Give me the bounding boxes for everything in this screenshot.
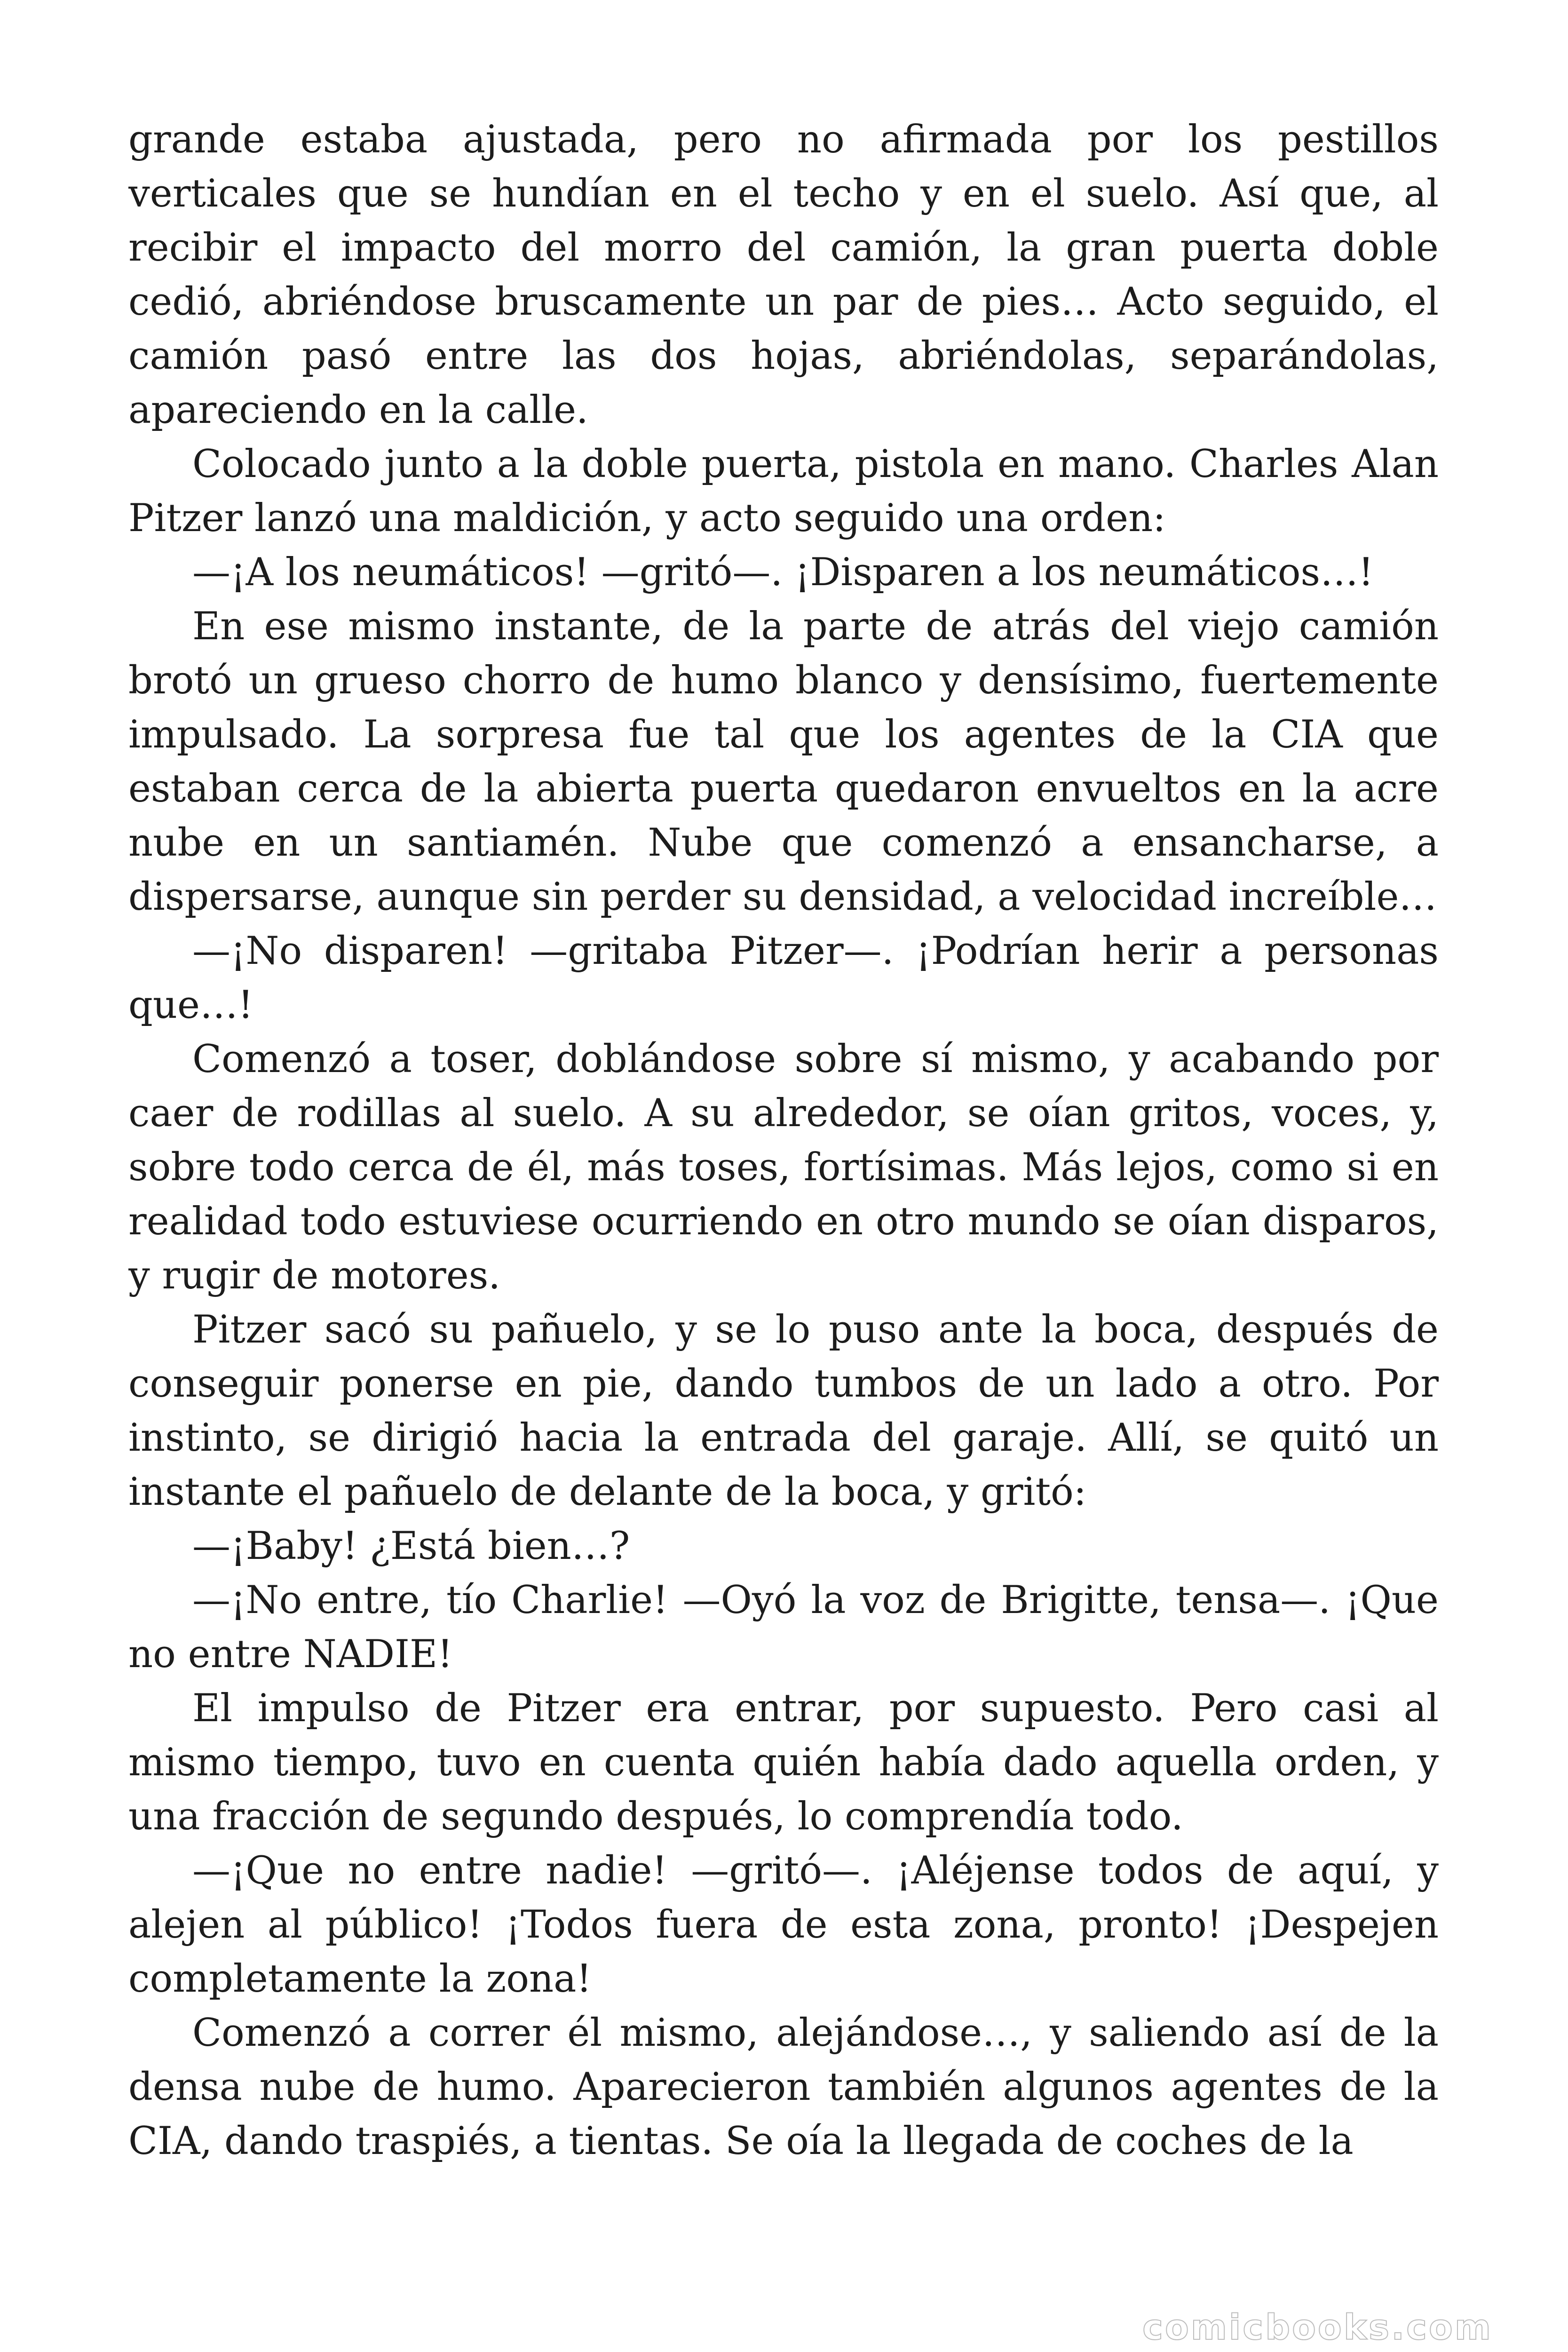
paragraph: En ese mismo instante, de la parte de atrás del viejo camión brotó un grueso chorro de humo blanco y densísimo, fuertemente impulsado. La sorpresa fue tal que los agentes de la CIA que estaban cerca de la abierta puerta quedaron envueltos en la acre nube en un santiamén. Nube que comenzó a ensancharse, a dispersarse, aunque sin perder su densidad, a velocidad increíble… — [128, 604, 1439, 919]
dialogue-paragraph: —¡No entre, tío Charlie! —Oyó la voz de Brigitte, tensa—. ¡Que no entre NADIE! — [128, 1578, 1439, 1677]
paragraph: Colocado junto a la doble puerta, pistola en mano. Charles Alan Pitzer lanzó una maldición, y acto seguido una orden: — [128, 442, 1439, 540]
paragraph-continued: grande estaba ajustada, pero no afirmada por los pestillos verticales que se hundían en el techo y en el suelo. Así que, al recibir el impacto del morro del camión, la gran puerta doble cedió, abriéndose bruscamente un par de pies… Acto seguido, el camión pasó entre las dos hojas, abriéndolas, separándolas, apareciendo en la calle. — [128, 118, 1439, 432]
paragraph: El impulso de Pitzer era entrar, por supuesto. Pero casi al mismo tiempo, tuvo en cuenta quién había dado aquella orden, y una fracción de segundo después, lo comprendía todo. — [128, 1686, 1439, 1839]
dialogue-paragraph: —¡Baby! ¿Está bien…? — [192, 1524, 630, 1568]
book-page-body — [128, 113, 1439, 2239]
paragraph: Comenzó a correr él mismo, alejándose…, y saliendo así de la densa nube de humo. Aparecieron también algunos agentes de la CIA, dando traspiés, a tientas. Se oía la llegada de coches de la — [128, 2011, 1439, 2163]
paragraph: Comenzó a toser, doblándose sobre sí mismo, y acabando por caer de rodillas al suelo. A su alrededor, se oían gritos, voces, y, sobre todo cerca de él, más toses, fortísimas. Más lejos, como si en realidad todo estuviese ocurriendo en otro mundo se oían disparos, y rugir de motores. — [128, 1037, 1439, 1298]
dialogue-paragraph: —¡A los neumáticos! —gritó—. ¡Disparen a los neumáticos…! — [192, 550, 1374, 595]
dialogue-paragraph: —¡No disparen! —gritaba Pitzer—. ¡Podrían herir a personas que…! — [128, 929, 1439, 1027]
source-watermark: comicbooks.com — [1142, 2307, 1493, 2348]
dialogue-paragraph: —¡Que no entre nadie! —gritó—. ¡Aléjense todos de aquí, y alejen al público! ¡Todos fuera de esta zona, pronto! ¡Despejen completamente la zona! — [128, 1849, 1439, 2001]
paragraph: Pitzer sacó su pañuelo, y se lo puso ante la boca, después de conseguir ponerse en pie, dando tumbos de un lado a otro. Por instinto, se dirigió hacia la entrada del garaje. Allí, se quitó un instante el pañuelo de delante de la boca, y gritó: — [128, 1308, 1439, 1514]
